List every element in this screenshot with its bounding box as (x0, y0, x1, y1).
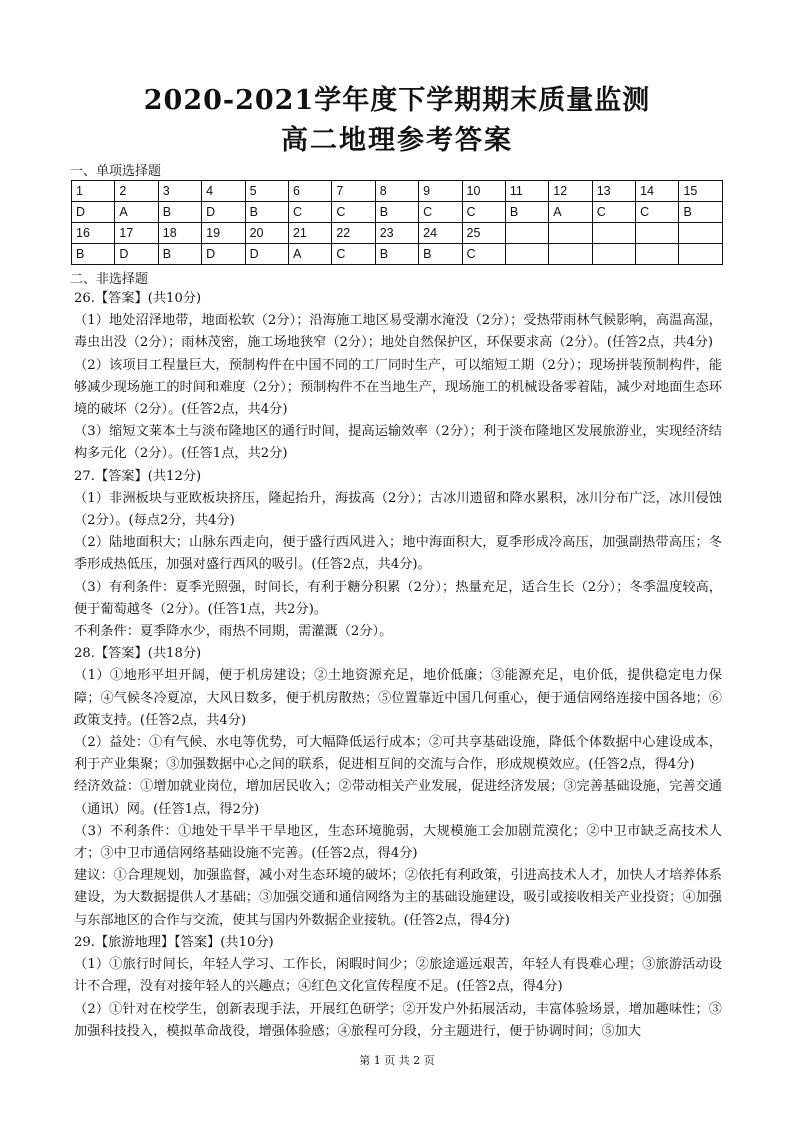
answer-paragraph: （1）①地形平坦开阔，便于机房建设；②土地资源充足，地价低廉；③能源充足，电价低，提供稳定电力保障；④气候冬冷夏凉，大风日数多，便于机房散热；⑤位置靠近中国几何重心，便于通信网络连接中国各地；⑥政策支持。(任答2点，共4分) (74, 668, 722, 728)
table-cell (679, 244, 723, 265)
table-cell: D (72, 202, 115, 223)
table-cell: 12 (549, 181, 592, 202)
table-cell: 15 (679, 181, 723, 202)
table-cell: 10 (462, 181, 505, 202)
table-cell: C (288, 202, 331, 223)
table-cell: C (636, 202, 679, 223)
table-cell: 16 (72, 223, 115, 244)
table-cell: C (419, 202, 462, 223)
table-cell: B (679, 202, 723, 223)
table-row (72, 223, 723, 244)
table-cell: 23 (375, 223, 418, 244)
table-cell (505, 223, 548, 244)
table-cell: C (462, 202, 505, 223)
answer-paragraph: 28.【答案】(共18分) (74, 646, 202, 662)
table-cell: D (202, 202, 245, 223)
table-cell: 13 (592, 181, 635, 202)
answer-paragraph: （1）非洲板块与亚欧板块挤压，隆起抬升，海拔高（2分）；古冰川遗留和降水累积，冰川分布广泛，冰川侵蚀（2分）。(每点2分，共4分) (74, 490, 722, 529)
answer-paragraph: 不利条件：夏季降水少，雨热不同期，需灌溉（2分）。 (74, 624, 393, 640)
table-cell: 21 (288, 223, 331, 244)
table-cell: 3 (158, 181, 201, 202)
table-cell: 7 (332, 181, 375, 202)
table-cell: 19 (202, 223, 245, 244)
table-cell: C (332, 244, 375, 265)
table-cell: 6 (288, 181, 331, 202)
page-title-line1: 2020-2021学年度下学期期末质量监测 (143, 85, 651, 116)
table-cell (549, 223, 592, 244)
table-cell: 9 (419, 181, 462, 202)
table-cell: A (549, 202, 592, 223)
table-cell: B (505, 202, 548, 223)
table-cell (592, 223, 635, 244)
table-cell (679, 223, 723, 244)
table-cell: B (419, 244, 462, 265)
answer-body (74, 288, 722, 1043)
table-cell: B (375, 244, 418, 265)
table-cell: D (245, 244, 288, 265)
table-cell: 22 (332, 223, 375, 244)
table-cell: C (332, 202, 375, 223)
answer-paragraph: 29.【旅游地理】【答案】(共10分) (74, 934, 274, 950)
page-footer: 第 1 页 共 2 页 (359, 1054, 435, 1067)
table-cell: 1 (72, 181, 115, 202)
answer-paragraph: （2）益处：①有气候、水电等优势，可大幅降低运行成本；②可共享基础设施，降低个体数据中心建设成本，利于产业集聚；③加强数据中心之间的联系，促进相互间的交流与合作，形成规模效应。(任答2点，得4分) (74, 735, 722, 773)
table-cell (636, 244, 679, 265)
table-cell: A (115, 202, 158, 223)
table-cell: B (375, 202, 418, 223)
table-cell: C (592, 202, 635, 223)
table-cell (636, 223, 679, 244)
table-cell: 4 (202, 181, 245, 202)
table-cell: 8 (375, 181, 418, 202)
table-row (72, 181, 723, 202)
table-cell: 17 (115, 223, 158, 244)
table-cell: C (462, 244, 505, 265)
table-cell: B (72, 244, 115, 265)
answer-paragraph: 27.【答案】(共12分) (74, 468, 202, 484)
answer-paragraph: （3）缩短文莱本土与淡布隆地区的通行时间，提高运输效率（2分）；利于淡布隆地区发展旅游业，实现经济结构多元化（2分）。(任答1点，共2分) (74, 424, 722, 462)
answer-table (71, 180, 723, 265)
table-cell: B (245, 202, 288, 223)
table-cell (505, 244, 548, 265)
table-cell: 20 (245, 223, 288, 244)
answer-paragraph: （1）地处沼泽地带，地面松软（2分）；沿海施工地区易受潮水淹没（2分）；受热带雨林气候影响，高温高湿，毒虫出没（2分）；雨林茂密，施工场地狭窄（2分）；地处自然保护区，环保要求高（2分）。(任答2点，共4分) (74, 313, 722, 351)
answer-paragraph: （2）①针对在校学生，创新表现手法，开展红色研学；②开发户外拓展活动，丰富体验场景，增加趣味性；③加强科技投入，模拟革命战役，增强体验感；④旅程可分段，分主题进行，便于协调时间；⑤加大 (74, 1001, 722, 1039)
table-cell: A (288, 244, 331, 265)
table-cell: 14 (636, 181, 679, 202)
table-cell: 2 (115, 181, 158, 202)
table-cell: 5 (245, 181, 288, 202)
answer-paragraph: 经济效益：①增加就业岗位，增加居民收入；②带动相关产业发展，促进经济发展；③完善基础设施，完善交通（通讯）网。(任答1点，得2分) (74, 779, 722, 817)
page-title-line2: 高二地理参考答案 (281, 125, 513, 156)
table-cell: 24 (419, 223, 462, 244)
table-cell: B (158, 202, 201, 223)
table-row (72, 202, 723, 223)
table-cell: 25 (462, 223, 505, 244)
table-cell: D (115, 244, 158, 265)
section-heading-choice: 一、单项选择题 (70, 164, 162, 179)
table-cell: 18 (158, 223, 201, 244)
answer-paragraph: （1）①旅行时间长，年轻人学习、工作长，闲暇时间少；②旅途遥远艰苦，年轻人有畏难心理；③旅游活动设计不合理，没有对接年轻人的兴趣点；④红色文化宣传程度不足。(任答2点，得4分) (74, 957, 722, 995)
table-cell: B (158, 244, 201, 265)
table-cell (592, 244, 635, 265)
answer-paragraph: （3）有利条件：夏季光照强，时间长，有利于糖分积累（2分）；热量充足，适合生长（2分）；冬季温度较高，便于葡萄越冬（2分）。(任答1点，共2分)。 (74, 579, 722, 617)
table-cell (549, 244, 592, 265)
table-cell: 11 (505, 181, 548, 202)
answer-paragraph: 26.【答案】(共10分) (74, 291, 202, 306)
answer-paragraph: （2）陆地面积大；山脉东西走向，便于盛行西风进入；地中海面积大，夏季形成冷高压，加强副热带高压；冬季形成热低压，加强对盛行西风的吸引。(任答2点，共4分)。 (74, 535, 722, 573)
answer-paragraph: （3）不利条件：①地处干旱半干旱地区，生态环境脆弱，大规模施工会加剧荒漠化；②中卫市缺乏高技术人才；③中卫市通信网络基础设施不完善。(任答2点，得4分) (74, 823, 722, 862)
answer-paragraph: （2）该项目工程量巨大，预制构件在中国不同的工厂同时生产，可以缩短工期（2分）；现场拼装预制构件，能够减少现场施工的时间和难度（2分）；预制构件不在当地生产，现场施工的机械设备零着陆，减少对地面生态环境的破坏（2分）。(任答2点，共4分) (74, 357, 722, 418)
table-row (72, 244, 723, 265)
section-heading-nonchoice: 二、非选择题 (70, 272, 149, 287)
table-cell: D (202, 244, 245, 265)
answer-paragraph: 建议：①合理规划，加强监督，减小对生态环境的破坏；②依托有利政策，引进高技术人才，加快人才培养体系建设，为大数据提供人才基础；③加强交通和通信网络为主的基础设施建设，吸引或接收相关产业投资；④加强与东部地区的合作与交流，使其与国内外数据企业接轨。(任答2点，得4分) (74, 868, 722, 928)
